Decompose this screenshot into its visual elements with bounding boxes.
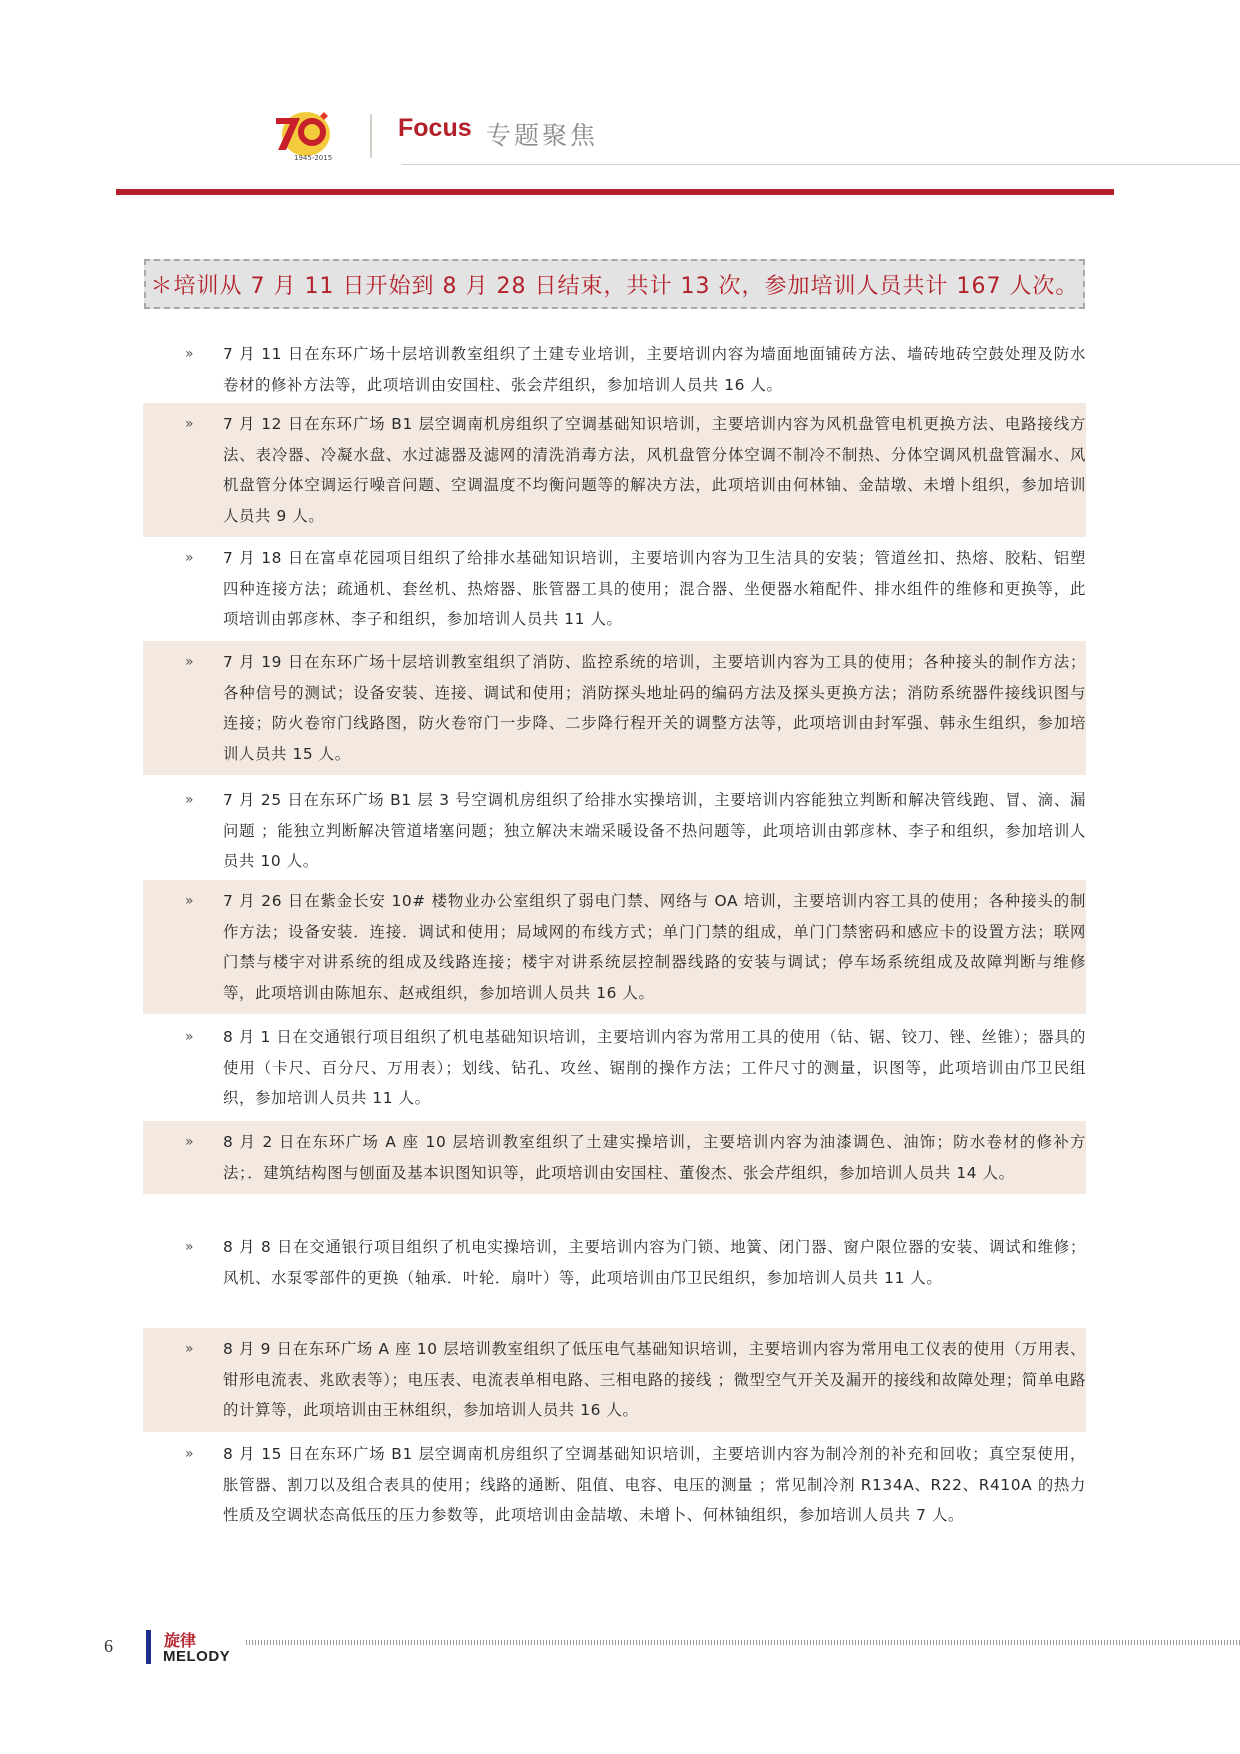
list-item-text: 7 月 25 日在东环广场 B1 层 3 号空调机房组织了给排水实操培训，主要培训内容能独立判断和解决管线跑、冒、滴、漏问题 ；能独立判断解决管道堵塞问题；独立解决末端采暖设备不热问题等，此项培训由郭彦林、李子和组织，参加培训人员共 10 人。 — [223, 791, 1086, 870]
header-thin-rule — [402, 164, 1240, 165]
bullet-icon: » — [185, 1134, 194, 1150]
anniversary-70-logo — [272, 104, 334, 164]
list-item-text: 7 月 18 日在富卓花园项目组织了给排水基础知识培训，主要培训内容为卫生洁具的安装；管道丝扣、热熔、胶粘、铝塑四种连接方法；疏通机、套丝机、热熔器、胀管器工具的使用；混合器、坐便器水箱配件、排水组件的维修和更换等，此项培训由郭彦林、李子和组织，参加培训人员共 11 人。 — [223, 549, 1086, 628]
list-item-text: 8 月 9 日在东环广场 A 座 10 层培训教室组织了低压电气基础知识培训，主要培训内容为常用电工仪表的使用（万用表、钳形电流表、兆欧表等）；电压表、电流表单相电路、三相电路的接线 ；微型空气开关及漏开的接线和故障处理；简单电路的计算等，此项培训由王林组织，参加培训人员共 16 人。 — [223, 1340, 1086, 1419]
training-summary-text: ＊培训从 7 月 11 日开始到 8 月 28 日结束，共计 13 次，参加培训人员共计 167 人次。 — [150, 273, 1079, 299]
bullet-icon: » — [185, 550, 194, 566]
bullet-icon: » — [185, 792, 194, 808]
magazine-name-cn: 旋律 — [164, 1631, 197, 1650]
bullet-icon: » — [185, 346, 194, 362]
list-item-text: 7 月 19 日在东环广场十层培训教室组织了消防、监控系统的培训，主要培训内容为工具的使用；各种接头的制作方法；各种信号的测试；设备安装、连接、调试和使用；消防探头地址码的编码方法及探头更换方法；消防系统器件接线识图与连接；防火卷帘门线路图，防火卷帘门一步降、二步降行程开关的调整方法等，此项培训由封军强、韩永生组织，参加培训人员共 15 人。 — [223, 653, 1086, 763]
list-item — [143, 641, 1086, 775]
header-red-rule — [116, 189, 1114, 195]
list-item-text: 7 月 12 日在东环广场 B1 层空调南机房组织了空调基础知识培训，主要培训内容为风机盘管电机更换方法、电路接线方法、表冷器、冷凝水盘、水过滤器及滤网的清洗消毒方法，风机盘管分体空调不制冷不制热、分体空调风机盘管漏水、风机盘管分体空调运行噪音问题、空调温度不均衡问题等的解决方法，此项培训由何林铀、金喆墩、未增卜组织，参加培训人员共 9 人。 — [223, 415, 1086, 525]
training-summary-box — [144, 259, 1085, 309]
section-title-cn: 专题聚焦 — [486, 121, 599, 150]
bullet-icon: » — [185, 654, 194, 670]
bullet-icon: » — [185, 893, 194, 909]
bullet-icon: » — [185, 416, 194, 432]
list-item — [143, 1226, 1086, 1299]
list-item — [143, 779, 1086, 883]
list-item-text: 8 月 1 日在交通银行项目组织了机电基础知识培训，主要培训内容为常用工具的使用（钻、锯、铰刀、锉、丝锥）；器具的使用（卡尺、百分尺、万用表）；划线、钻孔、攻丝、锯削的操作方法；工件尺寸的测量，识图等，此项培训由邝卫民组织，参加培训人员共 11 人。 — [223, 1028, 1086, 1107]
list-item — [143, 1433, 1086, 1537]
bullet-icon: » — [185, 1239, 194, 1255]
list-item — [143, 1328, 1086, 1432]
magazine-name-en: MELODY — [163, 1648, 231, 1665]
header-divider — [370, 114, 372, 158]
list-item-text: 7 月 11 日在东环广场十层培训教室组织了土建专业培训，主要培训内容为墙面地面铺砖方法、墙砖地砖空鼓处理及防水卷材的修补方法等，此项培训由安国柱、张会芹组织，参加培训人员共 16 人。 — [223, 345, 1086, 394]
list-item — [143, 333, 1086, 406]
logo-years: 1945-2015 — [294, 154, 333, 162]
list-item — [143, 537, 1086, 641]
bullet-icon: » — [185, 1029, 194, 1045]
bullet-icon: » — [185, 1341, 194, 1357]
footer-dotted-rule — [246, 1640, 1240, 1645]
list-item — [143, 1121, 1086, 1194]
list-item — [143, 880, 1086, 1014]
list-item-text: 8 月 8 日在交通银行项目组织了机电实操培训，主要培训内容为门锁、地簧、闭门器、窗户限位器的安装、调试和维修；风机、水泵零部件的更换（轴承．叶轮．扇叶）等，此项培训由邝卫民组织，参加培训人员共 11 人。 — [223, 1238, 1086, 1287]
section-title-en: Focus — [398, 114, 472, 142]
footer-accent-bar — [146, 1630, 151, 1664]
list-item — [143, 1016, 1086, 1120]
bullet-icon: » — [185, 1446, 194, 1462]
list-item — [143, 403, 1086, 537]
page-number: 6 — [104, 1636, 113, 1656]
list-item-text: 8 月 15 日在东环广场 B1 层空调南机房组织了空调基础知识培训，主要培训内容为制冷剂的补充和回收；真空泵使用，胀管器、割刀以及组合表具的使用；线路的通断、阻值、电容、电压的测量 ；常见制冷剂 R134A、R22、R410A 的热力性质及空调状态高低压的压力参数等，此项培训由金喆墩、未增卜、何林铀组织，参加培训人员共 7 人。 — [223, 1445, 1086, 1524]
list-item-text: 7 月 26 日在紫金长安 10# 楼物业办公室组织了弱电门禁、网络与 OA 培训，主要培训内容工具的使用；各种接头的制作方法；设备安装．连接．调试和使用；局域网的布线方式；单门门禁的组成，单门门禁密码和感应卡的设置方法；联网门禁与楼宇对讲系统的组成及线路连接；楼宇对讲系统层控制器线路的安装与调试；停车场系统组成及故障判断与维修等，此项培训由陈旭东、赵戒组织，参加培训人员共 16 人。 — [223, 892, 1086, 1002]
list-item-text: 8 月 2 日在东环广场 A 座 10 层培训教室组织了土建实操培训，主要培训内容为油漆调色、油饰；防水卷材的修补方法；．建筑结构图与刨面及基本识图知识等，此项培训由安国柱、董俊杰、张会芹组织，参加培训人员共 14 人。 — [223, 1133, 1086, 1182]
